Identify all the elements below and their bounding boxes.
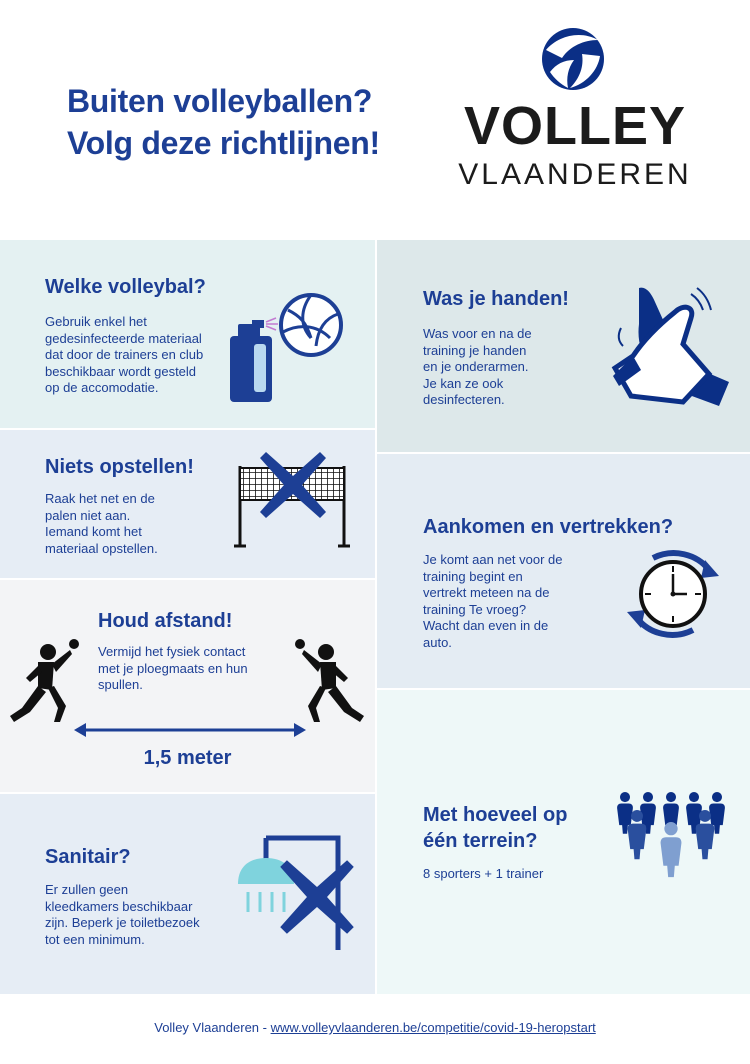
clock-icon xyxy=(623,550,723,638)
text-line: zijn. Beperk je toiletbezoek xyxy=(45,915,200,930)
text-line: op de accomodatie. xyxy=(45,380,159,395)
text-line: auto. xyxy=(423,634,452,650)
footer xyxy=(0,994,750,1064)
text-line: Er zullen geen xyxy=(45,882,129,897)
section-met-hoeveel xyxy=(377,690,750,994)
text-line: beschikbaar wordt gesteld xyxy=(45,363,197,379)
section-title: Houd afstand! xyxy=(98,610,233,632)
text-line: desinfecteren. xyxy=(423,392,505,407)
text-line: Raak het net en de xyxy=(45,491,155,506)
section-title: Welke volleybal? xyxy=(45,276,206,298)
section-niets-opstellen xyxy=(0,430,375,578)
section-welke-volleybal xyxy=(0,240,375,428)
title-line-2: Volg deze richtlijnen! xyxy=(67,125,380,161)
section-was-je-handen xyxy=(377,240,750,452)
washing-hands-icon xyxy=(611,284,729,406)
text-line: training Te vroeg? xyxy=(423,601,527,617)
footer-link[interactable]: www.volleyvlaanderen.be/competitie/covid-19-heropstart xyxy=(270,1020,596,1035)
text-line: training je handen xyxy=(423,342,527,358)
player-icon xyxy=(290,638,366,724)
section-text xyxy=(45,314,203,397)
spray-can-icon xyxy=(228,314,278,404)
text-line: dat door de trainers en club xyxy=(45,347,204,362)
text-line: materiaal opstellen. xyxy=(45,540,158,556)
section-text xyxy=(423,552,562,651)
arrow-icon xyxy=(72,721,308,739)
text-line: Wacht dan even in de xyxy=(423,618,549,633)
title-line-1: Buiten volleyballen? xyxy=(67,83,373,119)
section-title: Sanitair? xyxy=(45,846,131,868)
section-title: Was je handen! xyxy=(423,288,569,310)
section-aankomen-vertrekken xyxy=(377,454,750,688)
header xyxy=(0,0,750,240)
text-line: Gebruik enkel het xyxy=(45,314,147,329)
person-icon xyxy=(661,822,682,877)
text-line: palen niet aan. xyxy=(45,507,131,523)
footer-prefix: Volley Vlaanderen - xyxy=(154,1020,271,1035)
cross-icon xyxy=(278,858,356,936)
title-line-1: Met hoeveel op xyxy=(423,804,568,826)
section-title xyxy=(423,802,567,854)
volley-logo-icon xyxy=(540,26,606,92)
text-line: en je onderarmen. xyxy=(423,359,529,374)
volleyball-icon xyxy=(278,292,344,358)
section-sanitair xyxy=(0,794,375,994)
text-line: met je ploegmaats en hun xyxy=(98,660,248,676)
group-icon xyxy=(611,790,731,902)
section-houd-afstand xyxy=(0,580,375,792)
text-line: kleedkamers beschikbaar xyxy=(45,898,193,914)
text-line: Je kan ze ook xyxy=(423,375,504,391)
section-title: Aankomen en vertrekken? xyxy=(423,516,674,538)
footer-text xyxy=(0,1020,750,1035)
page-title xyxy=(67,80,380,164)
distance-label: 1,5 meter xyxy=(143,747,232,769)
section-text xyxy=(45,882,200,948)
section-text xyxy=(423,326,532,409)
text-line: Vermijd het fysiek contact xyxy=(98,644,246,659)
text-line: training begint en xyxy=(423,568,523,584)
text-line: tot een minimum. xyxy=(45,931,145,947)
section-text xyxy=(98,644,248,694)
section-text xyxy=(45,491,158,557)
section-text: 8 sporters + 1 trainer xyxy=(423,866,544,881)
logo-volley-text: VOLLEY xyxy=(463,96,687,156)
text-line: Je komt aan net voor de xyxy=(423,552,563,567)
section-title: Niets opstellen! xyxy=(45,456,194,478)
text-line: vertrekt meteen na de xyxy=(423,585,550,600)
text-line: spullen. xyxy=(98,677,143,692)
logo-vlaanderen-text: VLAANDEREN xyxy=(458,158,692,191)
title-line-2: één terrein? xyxy=(423,830,538,852)
text-line: Iemand komt het xyxy=(45,524,142,539)
player-icon xyxy=(8,638,84,724)
cross-icon xyxy=(258,450,328,520)
text-line: Was voor en na de xyxy=(423,326,532,341)
text-line: gedesinfecteerde materiaal xyxy=(45,330,202,346)
